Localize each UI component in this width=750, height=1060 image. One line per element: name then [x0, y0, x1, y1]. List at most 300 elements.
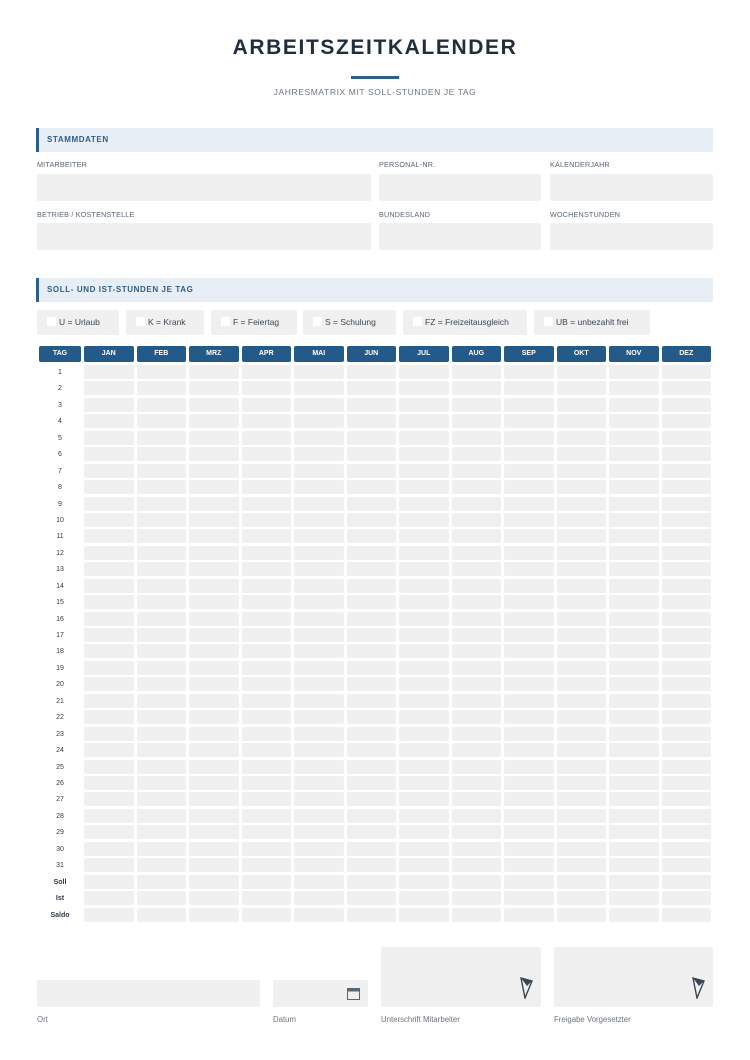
table-cell[interactable] [84, 612, 134, 626]
table-cell[interactable] [399, 612, 449, 626]
table-cell[interactable] [84, 858, 134, 872]
table-cell[interactable] [189, 612, 239, 626]
table-cell[interactable] [347, 677, 397, 691]
table-cell[interactable] [347, 464, 397, 478]
table-cell[interactable] [137, 858, 187, 872]
table-cell[interactable] [609, 661, 659, 675]
table-cell[interactable] [557, 825, 607, 839]
table-cell[interactable] [242, 677, 292, 691]
table-cell[interactable] [189, 398, 239, 412]
table-cell[interactable] [504, 809, 554, 823]
table-cell[interactable] [189, 858, 239, 872]
table-cell[interactable] [609, 414, 659, 428]
table-cell[interactable] [399, 792, 449, 806]
table-cell[interactable] [452, 579, 502, 593]
table-cell[interactable] [347, 661, 397, 675]
table-cell[interactable] [347, 694, 397, 708]
table-cell[interactable] [557, 480, 607, 494]
table-cell[interactable] [137, 546, 187, 560]
table-cell[interactable] [452, 891, 502, 905]
table-cell[interactable] [294, 858, 344, 872]
table-cell[interactable] [242, 529, 292, 543]
table-cell[interactable] [347, 842, 397, 856]
table-cell[interactable] [84, 644, 134, 658]
table-cell[interactable] [452, 381, 502, 395]
table-cell[interactable] [662, 513, 712, 527]
table-cell[interactable] [242, 398, 292, 412]
table-cell[interactable] [452, 612, 502, 626]
table-cell[interactable] [609, 809, 659, 823]
table-cell[interactable] [242, 513, 292, 527]
table-cell[interactable] [84, 595, 134, 609]
table-cell[interactable] [504, 579, 554, 593]
table-cell[interactable] [504, 743, 554, 757]
checkbox[interactable] [413, 317, 422, 326]
table-cell[interactable] [189, 513, 239, 527]
table-cell[interactable] [662, 612, 712, 626]
table-cell[interactable] [662, 562, 712, 576]
table-cell[interactable] [504, 464, 554, 478]
table-cell[interactable] [504, 480, 554, 494]
table-cell[interactable] [452, 529, 502, 543]
table-cell[interactable] [137, 842, 187, 856]
table-cell[interactable] [504, 562, 554, 576]
table-cell[interactable] [294, 875, 344, 889]
table-cell[interactable] [347, 414, 397, 428]
table-cell[interactable] [84, 743, 134, 757]
table-cell[interactable] [662, 595, 712, 609]
table-cell[interactable] [557, 760, 607, 774]
table-cell[interactable] [557, 644, 607, 658]
table-cell[interactable] [557, 727, 607, 741]
table-cell[interactable] [504, 644, 554, 658]
table-cell[interactable] [399, 677, 449, 691]
table-cell[interactable] [137, 694, 187, 708]
table-cell[interactable] [242, 546, 292, 560]
table-cell[interactable] [504, 546, 554, 560]
table-cell[interactable] [242, 694, 292, 708]
table-cell[interactable] [452, 398, 502, 412]
table-cell[interactable] [609, 612, 659, 626]
table-cell[interactable] [84, 414, 134, 428]
table-cell[interactable] [137, 776, 187, 790]
table-cell[interactable] [557, 891, 607, 905]
table-cell[interactable] [84, 447, 134, 461]
table-cell[interactable] [347, 612, 397, 626]
table-cell[interactable] [452, 661, 502, 675]
table-cell[interactable] [504, 612, 554, 626]
table-cell[interactable] [347, 431, 397, 445]
table-cell[interactable] [84, 497, 134, 511]
table-cell[interactable] [189, 891, 239, 905]
table-cell[interactable] [84, 727, 134, 741]
table-cell[interactable] [452, 644, 502, 658]
table-cell[interactable] [399, 825, 449, 839]
table-cell[interactable] [399, 644, 449, 658]
table-cell[interactable] [242, 875, 292, 889]
table-cell[interactable] [294, 792, 344, 806]
table-cell[interactable] [662, 743, 712, 757]
table-cell[interactable] [399, 464, 449, 478]
table-cell[interactable] [137, 447, 187, 461]
table-cell[interactable] [347, 743, 397, 757]
table-cell[interactable] [189, 546, 239, 560]
table-cell[interactable] [399, 414, 449, 428]
table-cell[interactable] [452, 431, 502, 445]
table-cell[interactable] [399, 562, 449, 576]
table-cell[interactable] [452, 792, 502, 806]
table-cell[interactable] [242, 562, 292, 576]
table-cell[interactable] [399, 497, 449, 511]
table-cell[interactable] [294, 480, 344, 494]
checkbox[interactable] [221, 317, 230, 326]
table-cell[interactable] [294, 513, 344, 527]
table-cell[interactable] [557, 398, 607, 412]
personal-nr-field[interactable] [379, 174, 541, 201]
table-cell[interactable] [662, 875, 712, 889]
table-cell[interactable] [137, 497, 187, 511]
table-cell[interactable] [504, 694, 554, 708]
table-cell[interactable] [504, 595, 554, 609]
signature-box-mitarbeiter[interactable] [381, 947, 541, 1007]
table-cell[interactable] [84, 562, 134, 576]
table-cell[interactable] [137, 513, 187, 527]
table-cell[interactable] [399, 809, 449, 823]
table-cell[interactable] [189, 661, 239, 675]
table-cell[interactable] [242, 612, 292, 626]
table-cell[interactable] [452, 464, 502, 478]
table-cell[interactable] [609, 891, 659, 905]
table-cell[interactable] [557, 875, 607, 889]
table-cell[interactable] [84, 677, 134, 691]
table-cell[interactable] [242, 661, 292, 675]
table-cell[interactable] [452, 875, 502, 889]
table-cell[interactable] [609, 858, 659, 872]
table-cell[interactable] [84, 628, 134, 642]
table-cell[interactable] [189, 644, 239, 658]
table-cell[interactable] [137, 595, 187, 609]
table-cell[interactable] [662, 381, 712, 395]
table-cell[interactable] [294, 447, 344, 461]
table-cell[interactable] [294, 842, 344, 856]
table-cell[interactable] [242, 743, 292, 757]
table-cell[interactable] [347, 908, 397, 922]
table-cell[interactable] [662, 842, 712, 856]
checkbox[interactable] [136, 317, 145, 326]
table-cell[interactable] [347, 365, 397, 379]
table-cell[interactable] [399, 381, 449, 395]
table-cell[interactable] [84, 842, 134, 856]
table-cell[interactable] [399, 842, 449, 856]
kalenderjahr-field[interactable] [550, 174, 713, 201]
table-cell[interactable] [399, 661, 449, 675]
legend-freizeitausgleich[interactable] [403, 310, 527, 335]
table-cell[interactable] [84, 710, 134, 724]
table-cell[interactable] [452, 710, 502, 724]
table-cell[interactable] [242, 858, 292, 872]
table-cell[interactable] [189, 825, 239, 839]
table-cell[interactable] [137, 579, 187, 593]
table-cell[interactable] [294, 760, 344, 774]
table-cell[interactable] [399, 694, 449, 708]
table-cell[interactable] [504, 776, 554, 790]
legend-urlaub[interactable] [37, 310, 119, 335]
table-cell[interactable] [137, 809, 187, 823]
table-cell[interactable] [399, 710, 449, 724]
table-cell[interactable] [189, 908, 239, 922]
table-cell[interactable] [452, 908, 502, 922]
table-cell[interactable] [609, 875, 659, 889]
table-cell[interactable] [452, 447, 502, 461]
table-cell[interactable] [347, 628, 397, 642]
table-cell[interactable] [662, 694, 712, 708]
table-cell[interactable] [242, 809, 292, 823]
table-cell[interactable] [242, 760, 292, 774]
table-cell[interactable] [137, 891, 187, 905]
table-cell[interactable] [609, 776, 659, 790]
table-cell[interactable] [347, 727, 397, 741]
table-cell[interactable] [294, 628, 344, 642]
table-cell[interactable] [504, 727, 554, 741]
table-cell[interactable] [347, 875, 397, 889]
table-cell[interactable] [609, 579, 659, 593]
table-cell[interactable] [662, 497, 712, 511]
mitarbeiter-field[interactable] [37, 174, 371, 201]
table-cell[interactable] [242, 842, 292, 856]
legend-feiertag[interactable] [211, 310, 297, 335]
datum-field[interactable] [273, 980, 368, 1007]
table-cell[interactable] [189, 579, 239, 593]
table-cell[interactable] [662, 776, 712, 790]
table-cell[interactable] [557, 661, 607, 675]
table-cell[interactable] [347, 529, 397, 543]
table-cell[interactable] [609, 825, 659, 839]
table-cell[interactable] [557, 562, 607, 576]
table-cell[interactable] [294, 809, 344, 823]
table-cell[interactable] [557, 595, 607, 609]
table-cell[interactable] [84, 760, 134, 774]
table-cell[interactable] [399, 776, 449, 790]
table-cell[interactable] [452, 776, 502, 790]
table-cell[interactable] [242, 776, 292, 790]
table-cell[interactable] [557, 381, 607, 395]
table-cell[interactable] [399, 727, 449, 741]
table-cell[interactable] [557, 792, 607, 806]
table-cell[interactable] [504, 529, 554, 543]
table-cell[interactable] [242, 792, 292, 806]
table-cell[interactable] [452, 562, 502, 576]
wochenstunden-field[interactable] [550, 223, 713, 250]
table-cell[interactable] [609, 381, 659, 395]
table-cell[interactable] [294, 497, 344, 511]
table-cell[interactable] [242, 595, 292, 609]
table-cell[interactable] [189, 381, 239, 395]
table-cell[interactable] [137, 464, 187, 478]
table-cell[interactable] [294, 381, 344, 395]
table-cell[interactable] [452, 842, 502, 856]
table-cell[interactable] [557, 710, 607, 724]
table-cell[interactable] [662, 710, 712, 724]
table-cell[interactable] [609, 760, 659, 774]
table-cell[interactable] [294, 546, 344, 560]
table-cell[interactable] [294, 891, 344, 905]
table-cell[interactable] [504, 628, 554, 642]
table-cell[interactable] [557, 513, 607, 527]
table-cell[interactable] [189, 464, 239, 478]
table-cell[interactable] [609, 628, 659, 642]
table-cell[interactable] [399, 546, 449, 560]
table-cell[interactable] [347, 562, 397, 576]
table-cell[interactable] [84, 825, 134, 839]
table-cell[interactable] [294, 644, 344, 658]
table-cell[interactable] [189, 694, 239, 708]
table-cell[interactable] [347, 595, 397, 609]
table-cell[interactable] [137, 562, 187, 576]
table-cell[interactable] [347, 398, 397, 412]
table-cell[interactable] [347, 809, 397, 823]
table-cell[interactable] [504, 365, 554, 379]
table-cell[interactable] [504, 760, 554, 774]
table-cell[interactable] [504, 677, 554, 691]
table-cell[interactable] [294, 612, 344, 626]
table-cell[interactable] [504, 381, 554, 395]
table-cell[interactable] [189, 710, 239, 724]
table-cell[interactable] [294, 776, 344, 790]
table-cell[interactable] [662, 760, 712, 774]
table-cell[interactable] [242, 480, 292, 494]
table-cell[interactable] [294, 414, 344, 428]
table-cell[interactable] [399, 431, 449, 445]
table-cell[interactable] [347, 497, 397, 511]
table-cell[interactable] [557, 743, 607, 757]
table-cell[interactable] [662, 858, 712, 872]
table-cell[interactable] [189, 792, 239, 806]
table-cell[interactable] [242, 464, 292, 478]
table-cell[interactable] [557, 414, 607, 428]
table-cell[interactable] [294, 743, 344, 757]
table-cell[interactable] [347, 381, 397, 395]
table-cell[interactable] [609, 562, 659, 576]
table-cell[interactable] [609, 677, 659, 691]
table-cell[interactable] [662, 447, 712, 461]
table-cell[interactable] [609, 365, 659, 379]
table-cell[interactable] [662, 529, 712, 543]
table-cell[interactable] [189, 776, 239, 790]
table-cell[interactable] [662, 908, 712, 922]
table-cell[interactable] [609, 431, 659, 445]
table-cell[interactable] [84, 792, 134, 806]
table-cell[interactable] [557, 464, 607, 478]
table-cell[interactable] [662, 398, 712, 412]
table-cell[interactable] [557, 546, 607, 560]
table-cell[interactable] [662, 792, 712, 806]
table-cell[interactable] [452, 809, 502, 823]
table-cell[interactable] [294, 710, 344, 724]
table-cell[interactable] [399, 447, 449, 461]
table-cell[interactable] [294, 677, 344, 691]
table-cell[interactable] [347, 644, 397, 658]
table-cell[interactable] [557, 612, 607, 626]
table-cell[interactable] [294, 825, 344, 839]
table-cell[interactable] [504, 891, 554, 905]
table-cell[interactable] [84, 546, 134, 560]
table-cell[interactable] [504, 792, 554, 806]
table-cell[interactable] [452, 365, 502, 379]
table-cell[interactable] [662, 809, 712, 823]
table-cell[interactable] [347, 792, 397, 806]
table-cell[interactable] [294, 661, 344, 675]
table-cell[interactable] [557, 776, 607, 790]
table-cell[interactable] [242, 579, 292, 593]
table-cell[interactable] [84, 513, 134, 527]
table-cell[interactable] [347, 447, 397, 461]
table-cell[interactable] [662, 480, 712, 494]
table-cell[interactable] [294, 727, 344, 741]
table-cell[interactable] [189, 842, 239, 856]
table-cell[interactable] [137, 743, 187, 757]
checkbox[interactable] [544, 317, 553, 326]
table-cell[interactable] [452, 628, 502, 642]
table-cell[interactable] [347, 891, 397, 905]
table-cell[interactable] [609, 644, 659, 658]
table-cell[interactable] [557, 858, 607, 872]
table-cell[interactable] [137, 825, 187, 839]
table-cell[interactable] [189, 628, 239, 642]
table-cell[interactable] [609, 595, 659, 609]
table-cell[interactable] [189, 414, 239, 428]
table-cell[interactable] [294, 464, 344, 478]
table-cell[interactable] [399, 743, 449, 757]
ort-field[interactable] [37, 980, 260, 1007]
table-cell[interactable] [609, 743, 659, 757]
table-cell[interactable] [399, 365, 449, 379]
table-cell[interactable] [609, 513, 659, 527]
table-cell[interactable] [294, 579, 344, 593]
table-cell[interactable] [504, 414, 554, 428]
table-cell[interactable] [504, 513, 554, 527]
table-cell[interactable] [84, 398, 134, 412]
table-cell[interactable] [84, 809, 134, 823]
table-cell[interactable] [557, 694, 607, 708]
table-cell[interactable] [84, 529, 134, 543]
table-cell[interactable] [189, 875, 239, 889]
table-cell[interactable] [504, 661, 554, 675]
table-cell[interactable] [294, 595, 344, 609]
table-cell[interactable] [242, 497, 292, 511]
table-cell[interactable] [137, 365, 187, 379]
table-cell[interactable] [609, 842, 659, 856]
table-cell[interactable] [242, 644, 292, 658]
table-cell[interactable] [662, 414, 712, 428]
table-cell[interactable] [189, 529, 239, 543]
table-cell[interactable] [452, 513, 502, 527]
table-cell[interactable] [662, 727, 712, 741]
table-cell[interactable] [189, 727, 239, 741]
table-cell[interactable] [242, 727, 292, 741]
table-cell[interactable] [189, 809, 239, 823]
table-cell[interactable] [137, 727, 187, 741]
table-cell[interactable] [189, 365, 239, 379]
table-cell[interactable] [242, 365, 292, 379]
table-cell[interactable] [557, 842, 607, 856]
table-cell[interactable] [662, 891, 712, 905]
table-cell[interactable] [347, 825, 397, 839]
calendar-icon[interactable] [347, 988, 360, 1000]
table-cell[interactable] [452, 858, 502, 872]
table-cell[interactable] [242, 431, 292, 445]
table-cell[interactable] [662, 431, 712, 445]
legend-krank[interactable] [126, 310, 204, 335]
